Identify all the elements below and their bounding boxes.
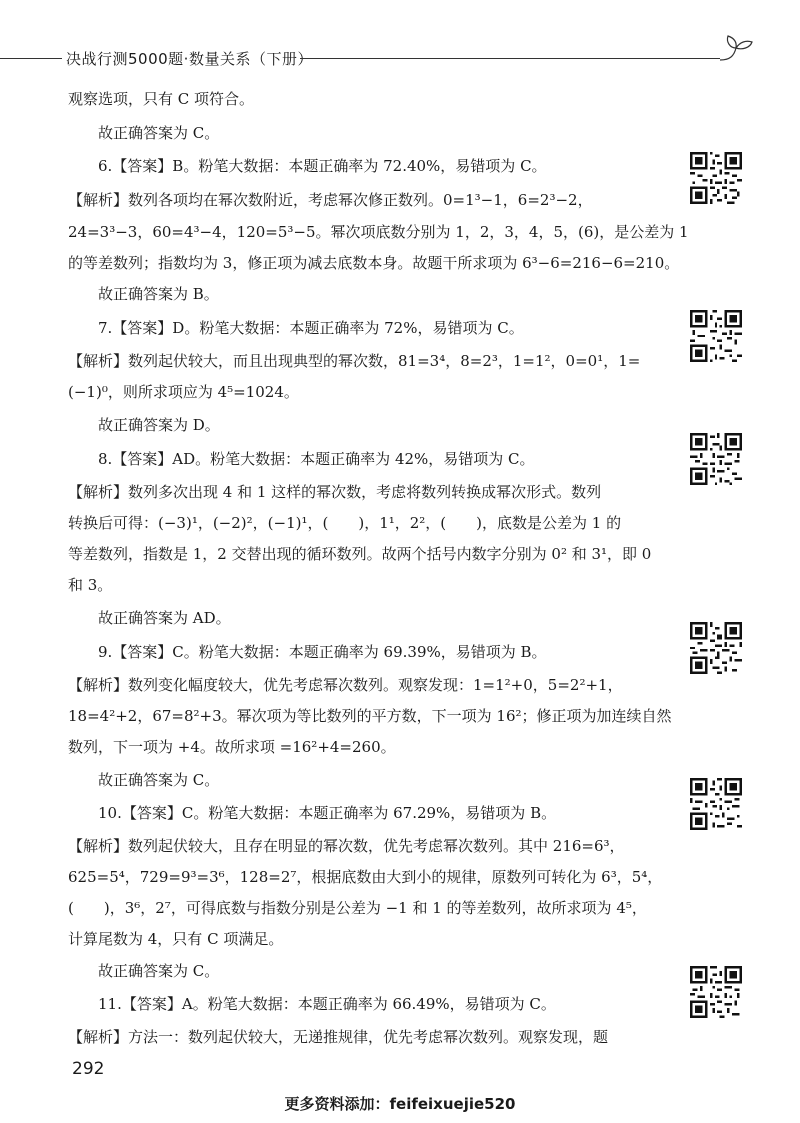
header-rule-right	[300, 58, 720, 59]
qr-code-icon	[690, 966, 742, 1018]
qr-code-icon	[690, 152, 742, 204]
qr-code-icon	[690, 622, 742, 674]
analysis-line: 【解析】数列起伏较大，而且出现典型的幂次数，81=3⁴，8=2³，1=1²，0=0¹，1=	[68, 352, 641, 370]
running-header	[0, 44, 800, 74]
text-line: 故正确答案为 C。	[98, 124, 220, 142]
sprout-icon	[716, 30, 756, 64]
text-line: 625=5⁴，729=9³=3⁶，128=2⁷，根据底数由大到小的规律，原数列可转化为 6³，5⁴，	[68, 868, 663, 886]
footer-note: 更多资料添加：feifeixuejie520	[284, 1095, 516, 1113]
text-line: 等差数列，指数是 1，2 交替出现的循环数列。故两个括号内数字分别为 0² 和 3¹，即 0	[68, 545, 652, 563]
text-line: 转换后可得：(−3)¹，(−2)²，(−1)¹，( )，1¹，2²，( )，底数是公差为 1 的	[68, 514, 622, 532]
text-line: 故正确答案为 AD。	[98, 609, 231, 627]
page-number: 292	[72, 1059, 105, 1079]
analysis-line: 【解析】数列多次出现 4 和 1 这样的幂次数，考虑将数列转换成幂次形式。数列	[68, 483, 602, 501]
text-line: 18=4²+2，67=8²+3。幂次项为等比数列的平方数，下一项为 16²；修正项为加连续自然	[68, 707, 672, 725]
text-line: 数列，下一项为 +4。故所求项 =16²+4=260。	[68, 738, 396, 756]
answer-9: 9.【答案】C。粉笔大数据：本题正确率为 69.39%，易错项为 B。	[98, 643, 547, 661]
text-line: 计算尾数为 4，只有 C 项满足。	[68, 930, 284, 948]
analysis-line: 【解析】数列变化幅度较大，优先考虑幂次数列。观察发现：1=1²+0，5=2²+1，	[68, 676, 623, 694]
analysis-line: 【解析】数列起伏较大，且存在明显的幂次数，优先考虑幂次数列。其中 216=6³，	[68, 837, 625, 855]
text-line: 观察选项，只有 C 项符合。	[68, 90, 255, 108]
analysis-line: 【解析】方法一：数列起伏较大，无递推规律，优先考虑幂次数列。观察发现，题	[68, 1028, 609, 1046]
qr-code-icon	[690, 778, 742, 830]
text-line: ( )，3⁶，2⁷，可得底数与指数分别是公差为 −1 和 1 的等差数列，故所求项为 4⁵，	[68, 899, 647, 917]
header-rule-left	[0, 58, 62, 59]
analysis-line: 【解析】数列各项均在幂次数附近，考虑幂次修正数列。0=1³−1，6=2³−2，	[68, 191, 593, 209]
answer-11: 11.【答案】A。粉笔大数据：本题正确率为 66.49%，易错项为 C。	[98, 995, 556, 1013]
text-line: 故正确答案为 C。	[98, 962, 220, 980]
answer-7: 7.【答案】D。粉笔大数据：本题正确率为 72%，易错项为 C。	[98, 319, 524, 337]
text-line: 故正确答案为 C。	[98, 771, 220, 789]
text-line: 故正确答案为 B。	[98, 285, 219, 303]
qr-code-icon	[690, 310, 742, 362]
qr-code-icon	[690, 433, 742, 485]
text-line: (−1)⁰，则所求项应为 4⁵=1024。	[68, 383, 299, 401]
answer-8: 8.【答案】AD。粉笔大数据：本题正确率为 42%，易错项为 C。	[98, 450, 535, 468]
text-line: 24=3³−3，60=4³−4，120=5³−5。幂次项底数分别为 1，2，3，4，5，(6)，是公差为 1	[68, 223, 689, 241]
answer-6: 6.【答案】B。粉笔大数据：本题正确率为 72.40%，易错项为 C。	[98, 157, 547, 175]
text-line: 和 3。	[68, 576, 113, 594]
text-line: 故正确答案为 D。	[98, 416, 220, 434]
answer-10: 10.【答案】C。粉笔大数据：本题正确率为 67.29%，易错项为 B。	[98, 804, 557, 822]
text-line: 的等差数列；指数均为 3，修正项为减去底数本身。故题干所求项为 6³−6=216−6=210。	[68, 254, 680, 272]
book-title: 决战行测5000题·数量关系（下册）	[66, 50, 313, 68]
